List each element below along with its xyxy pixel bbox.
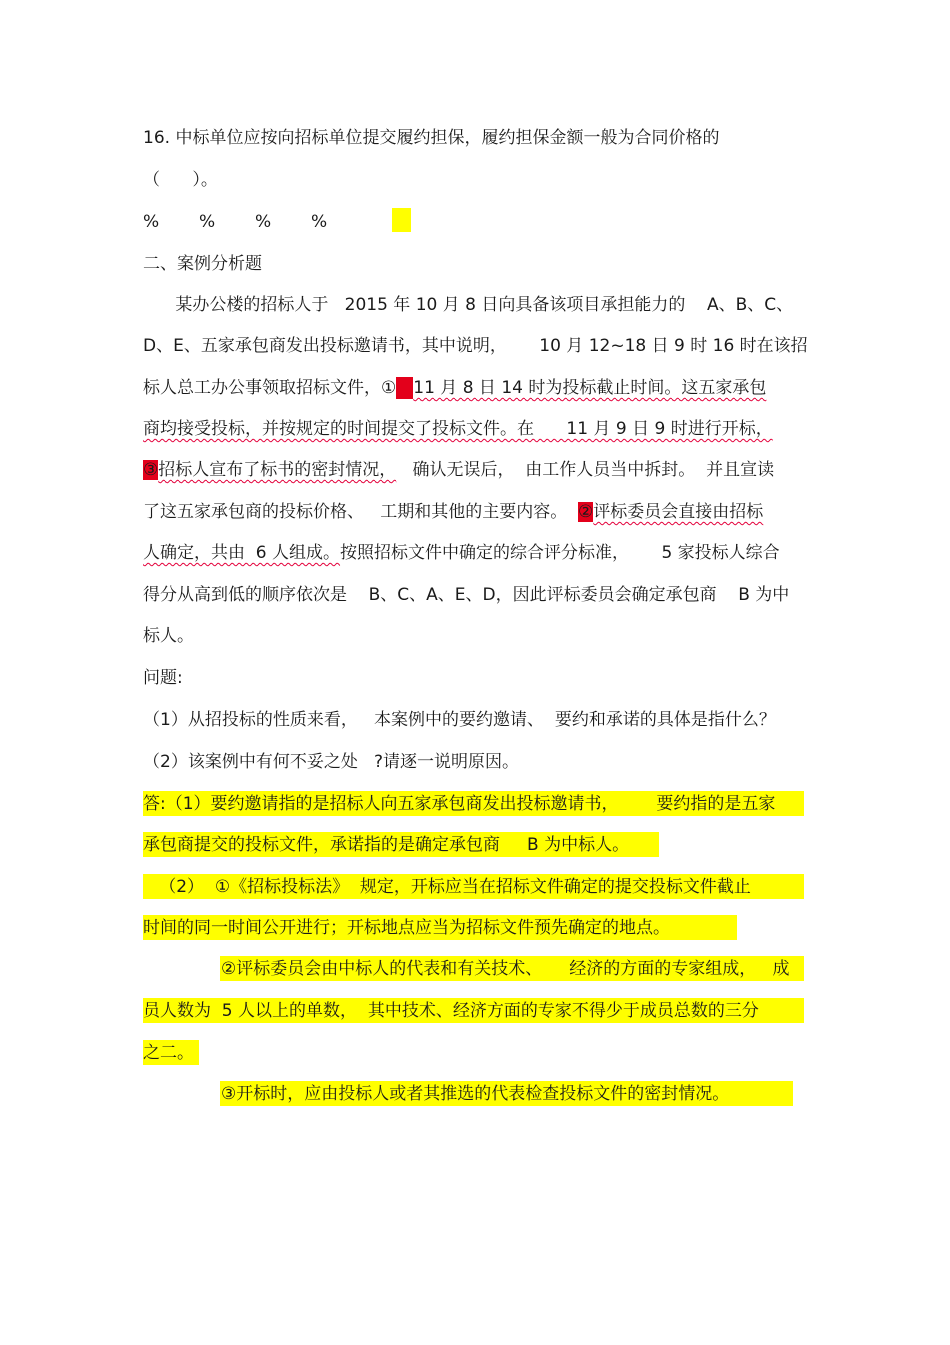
question-blank: （ ）。: [143, 170, 218, 190]
option-d: %: [311, 212, 328, 232]
case-line-9: 标人。: [143, 626, 194, 646]
answer-line-6: 员人数为 5 人以上的单数， 其中技术、经济方面的专家不得少于成员总数的三分: [143, 1001, 759, 1021]
marked-text-3: 评标委员会直接由招标: [593, 502, 764, 522]
red-marker: [396, 377, 413, 399]
case-line-4: 商均接受投标，并按规定的时间提交了投标文件。在 11 月 9 日 9 时进行开标，: [143, 419, 773, 439]
case-line-3-text: 标人总工办公事领取招标文件，①: [143, 378, 397, 398]
case-line-8: 得分从高到低的顺序依次是 B、C、A、E、D，因此评标委员会确定承包商 B 为中: [143, 585, 790, 605]
option-c: %: [255, 212, 272, 232]
marked-text-2: 招标人宣布了标书的密封情况，: [158, 460, 397, 480]
answer-line-3: （2） ①《招标投标法》 规定，开标应当在招标文件确定的提交投标文件截止: [143, 877, 751, 897]
marked-text-1: [396, 378, 766, 398]
marker-3: ③: [143, 460, 159, 480]
case-line-5-rest: 确认无误后， 由工作人员当中拆封。 并且宣读: [396, 460, 775, 480]
question-stem: 16. 中标单位应按向招标单位提交履约担保，履约担保金额一般为合同价格的: [143, 128, 720, 148]
case-line-7-rest: 按照招标文件中确定的综合评分标准， 5 家投标人综合: [340, 543, 780, 563]
section-title: 二、案例分析题: [143, 254, 262, 274]
case-line-6: [143, 500, 763, 524]
option-b: %: [199, 212, 216, 232]
answer-line-2: 承包商提交的投标文件，承诺指的是确定承包商 B 为中标人。: [143, 835, 630, 855]
case-line-2: D、E、五家承包商发出投标邀请书，其中说明， 10 月 12~18 日 9 时 16 时在该招: [143, 336, 808, 356]
case-line-6-text: 了这五家承包商的投标价格、 工期和其他的主要内容。: [143, 502, 579, 522]
answer-line-7: 之二。: [143, 1043, 194, 1063]
case-line-7: [143, 541, 780, 565]
case-line-5: [143, 458, 774, 482]
answer-highlight-mark: [392, 208, 411, 232]
answer-line-1: 答:（1）要约邀请指的是招标人向五家承包商发出投标邀请书， 要约指的是五家: [143, 794, 776, 814]
question-1: （1）从招投标的性质来看， 本案例中的要约邀请、 要约和承诺的具体是指什么？: [143, 710, 776, 730]
marker-2: ②: [578, 502, 594, 522]
case-line-1: 某办公楼的招标人于 2015 年 10 月 8 日向具备该项目承担能力的 A、B、C、: [143, 295, 794, 315]
case-line-3: [143, 376, 766, 400]
deadline-text: 11 月 8 日 14 时为投标截止时间。这五家承包: [413, 378, 767, 398]
answer-line-8: ③开标时，应由投标人或者其推选的代表检查投标文件的密封情况。: [221, 1084, 730, 1104]
questions-label: 问题:: [143, 668, 183, 688]
option-a: %: [143, 212, 160, 232]
answer-line-5: ②评标委员会由中标人的代表和有关技术、 经济的方面的专家组成， 成: [221, 959, 790, 979]
marked-text-4: 人确定，共由 6 人组成。: [143, 543, 341, 563]
question-2: （2）该案例中有何不妥之处 ?请逐一说明原因。: [143, 752, 520, 772]
answer-line-4: 时间的同一时间公开进行；开标地点应当为招标文件预先确定的地点。: [143, 918, 670, 938]
